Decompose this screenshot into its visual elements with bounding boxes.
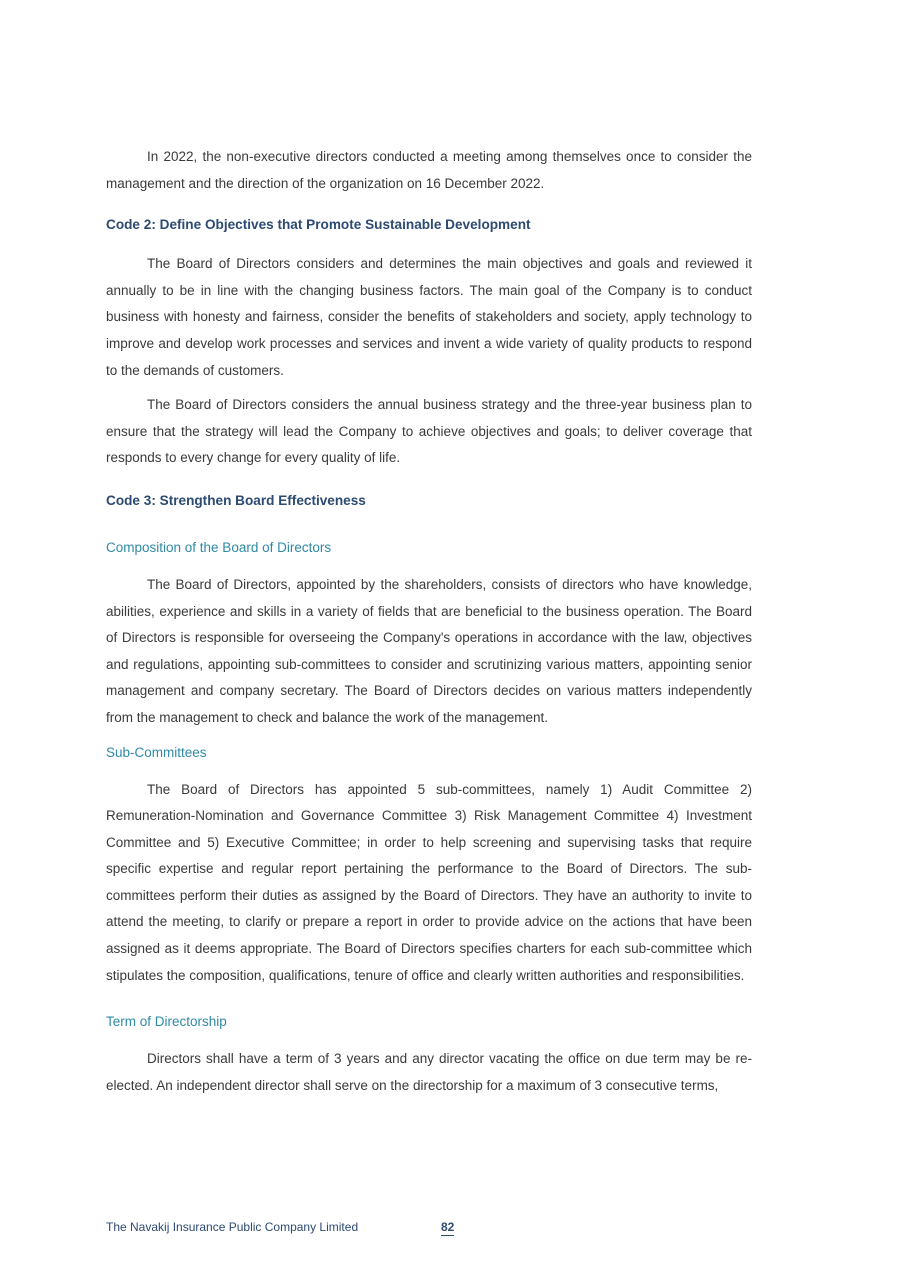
document-body [106,144,752,1099]
code2-paragraph-2: The Board of Directors considers the annual business strategy and the three-year business plan to ensure that the strategy will lead the Company to achieve objectives and goals; to deliver coverage that responds to every change for every quality of life. [106,397,752,466]
intro-paragraph: In 2022, the non-executive directors conducted a meeting among themselves once to consider the management and the direction of the organization on 16 December 2022. [106,149,752,191]
code3-heading: Code 3: Strengthen Board Effectiveness [106,492,366,508]
subcommittees-heading: Sub-Committees [106,744,207,760]
composition-heading: Composition of the Board of Directors [106,539,332,555]
subcommittees-paragraph: The Board of Directors has appointed 5 sub-committees, namely 1) Audit Committee 2) Remuneration-Nomination and Governance Committee 3) Risk Management Committee 4) Investment Committee and 5) Executive Committee; in order to help screening and supervising tasks that require specific expertise and regular report pertaining the performance to the Board of Directors. The sub-committees perform their duties as assigned by the Board of Directors. They have an authority to invite to attend the meeting, to clarify or prepare a report in order to provide advice on the actions that have been assigned as it deems appropriate. The Board of Directors specifies charters for each sub-committee which stipulates the composition, qualifications, tenure of office and clearly written authorities and responsibilities. [106,781,752,983]
term-heading: Term of Directorship [106,1014,227,1030]
page-number: 82 [441,1220,455,1234]
code2-paragraph-1: The Board of Directors considers and determines the main objectives and goals and reviewed it annually to be in line with the changing business factors. The main goal of the Company is to conduct business with honesty and fairness, consider the benefits of stakeholders and society, apply technology to improve and develop work processes and services and invent a wide variety of quality products to respond to the demands of customers. [106,256,752,378]
footer-company-name: The Navakij Insurance Public Company Limited [106,1220,359,1234]
code2-heading: Code 2: Define Objectives that Promote Sustainable Development [106,217,531,233]
composition-paragraph: The Board of Directors, appointed by the shareholders, consists of directors who have knowledge, abilities, experience and skills in a variety of fields that are beneficial to the business operation. The Board of Directors is responsible for overseeing the Company's operations in accordance with the law, objectives and regulations, appointing sub-committees to consider and scrutinizing various matters, appointing senior management and company secretary. The Board of Directors decides on various matters independently from the management to check and balance the work of the management. [106,576,752,725]
term-paragraph: Directors shall have a term of 3 years and any director vacating the office on due term may be re-elected. An independent director shall serve on the directorship for a maximum of 3 consecutive terms, [106,1051,752,1093]
